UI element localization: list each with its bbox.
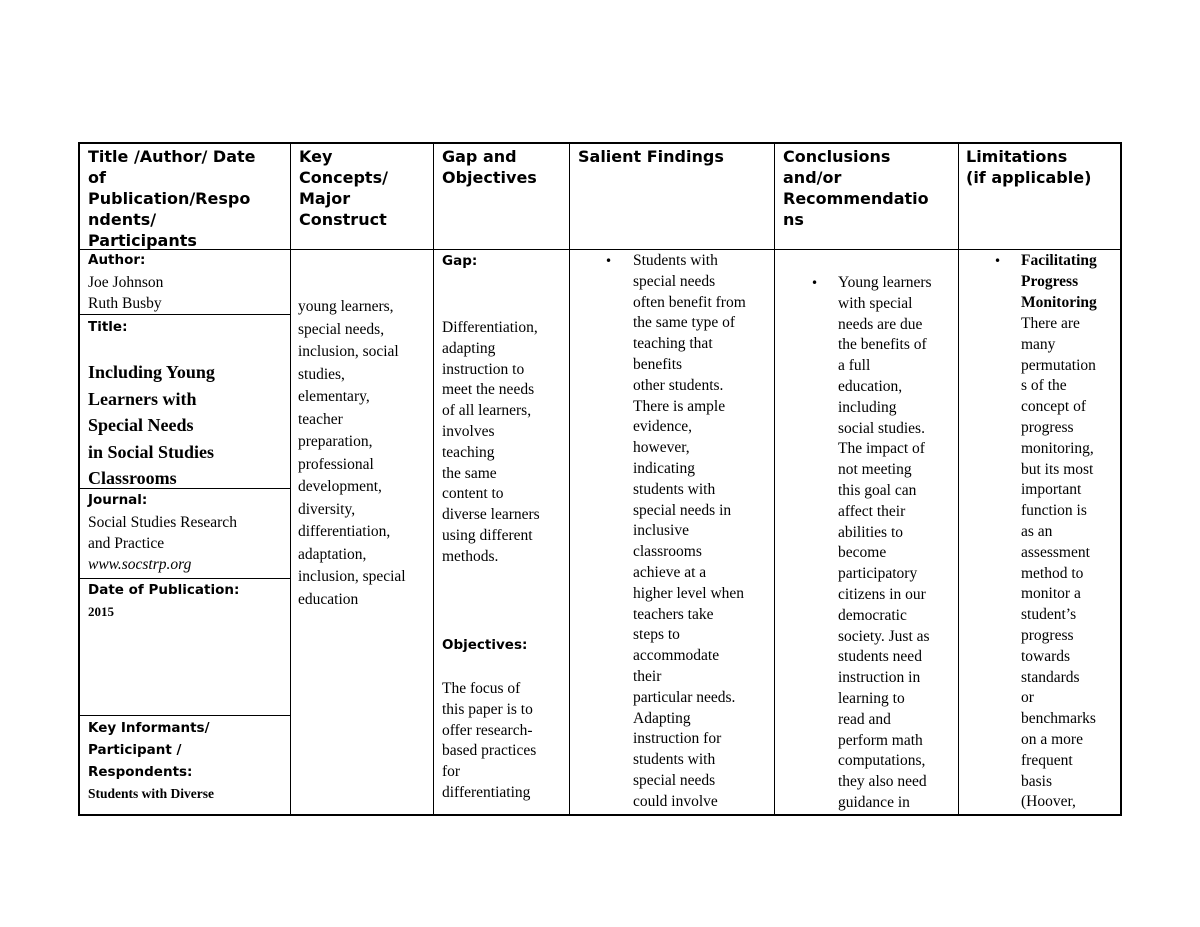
informants-value: Students with Diverse — [88, 786, 215, 801]
journal-name: Social Studies Research and Practice — [88, 514, 237, 552]
key-concepts-text: young learners, special needs, inclusion, social studies, elementary, teacher preparation, professional development, diversity, differentiation, adaptation, inclusion, special education — [298, 298, 406, 608]
gap-label: Gap: — [442, 253, 478, 269]
header-title-author: Title /Author/ Date of Publication/Respo ndents/ Participants — [88, 147, 256, 250]
author-names: Joe Johnson Ruth Busby — [88, 274, 164, 312]
header-gap-objectives: Gap and Objectives — [442, 147, 537, 187]
column-divider — [958, 144, 959, 814]
title-label: Title: — [88, 319, 128, 335]
objectives-label: Objectives: — [442, 637, 528, 653]
informants-label: Key Informants/ Participant / Respondents: — [88, 720, 210, 780]
date-label: Date of Publication: — [88, 582, 240, 598]
gap-text: Differentiation, adapting instruction to meet the needs of all learners, involves teaching the same content to diverse learners using different methods. — [442, 319, 540, 565]
journal-label: Journal: — [88, 492, 148, 508]
header-limitations: Limitations (if applicable) — [966, 147, 1092, 187]
header-salient-findings: Salient Findings — [578, 147, 724, 166]
conclusions-text: Young learners with special needs are due the benefits of a full education, including social studies. The impact of not meeting this goal can affect their abilities to become participatory citizens in our democratic society. Just as students need instruction in learning to read and perform math computations, they also need guidance in — [838, 274, 932, 811]
journal-url[interactable]: www.socstrp.org — [88, 556, 192, 573]
author-label: Author: — [88, 252, 146, 268]
column-divider — [290, 144, 291, 814]
literature-review-table — [78, 142, 1122, 816]
limitations-heading: Facilitating Progress Monitoring — [1021, 252, 1097, 311]
column-divider — [569, 144, 570, 814]
header-conclusions: Conclusions and/or Recommendatio ns — [783, 147, 929, 229]
date-value: 2015 — [88, 604, 114, 619]
paper-title: Including Young Learners with Special Needs in Social Studies Classrooms — [88, 362, 215, 488]
salient-findings-text: Students with special needs often benefit from the same type of teaching that benefits other students. There is ample evidence, however, indicating students with special needs in inclusive classrooms achieve at a higher level when teachers take steps to accommodate their particular needs. Adapting instruction for students with special needs could involve — [633, 252, 746, 810]
bullet-icon: • — [994, 254, 1002, 268]
cell-divider — [80, 715, 290, 716]
column-divider — [433, 144, 434, 814]
limitations-text: There are many permutation s of the concept of progress monitoring, but its most important function is as an assessment method to monitor a student’s progress towards standards or benchmarks on a more frequent basis (Hoover, — [1021, 315, 1096, 811]
bullet-icon: • — [811, 276, 819, 290]
header-key-concepts: Key Concepts/ Major Construct — [299, 147, 388, 229]
column-divider — [774, 144, 775, 814]
objectives-text: The focus of this paper is to offer research- based practices for differentiating — [442, 680, 537, 801]
bullet-icon: • — [605, 254, 613, 268]
